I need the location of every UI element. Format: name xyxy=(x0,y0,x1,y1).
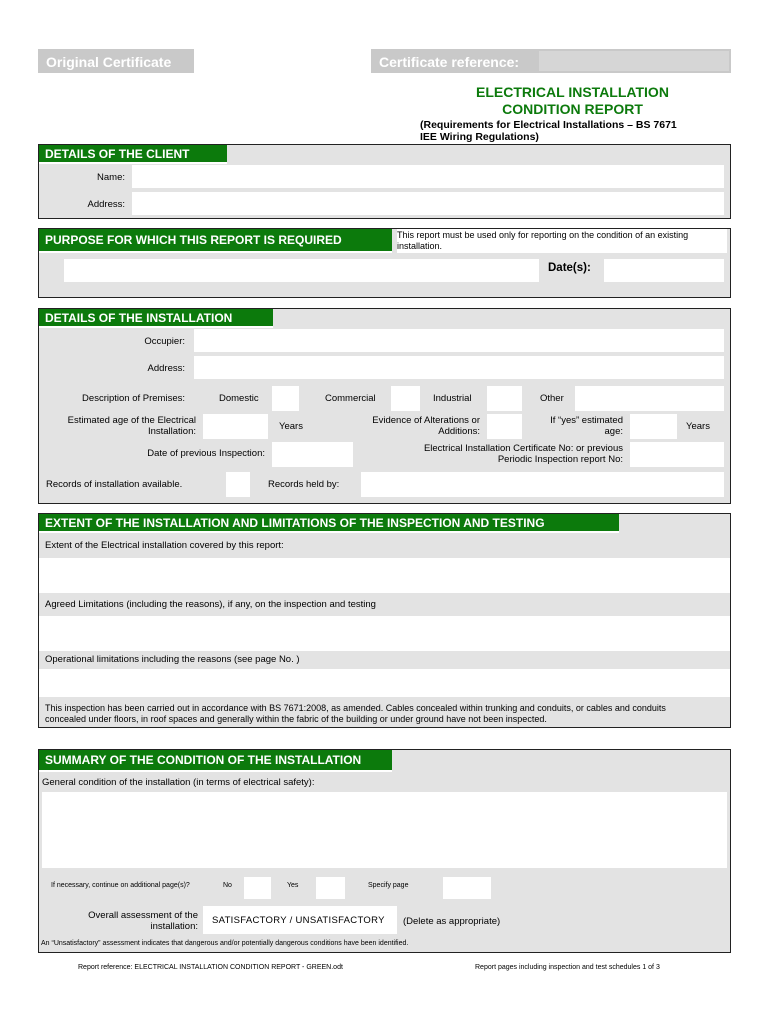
footer-page-count: Report pages including inspection and test schedules 1 of 3 xyxy=(475,964,660,971)
agreed-limitations-field[interactable] xyxy=(39,616,730,651)
installation-section xyxy=(38,308,731,504)
extent-covered-label: Extent of the Electrical installation covered by this report: xyxy=(45,540,284,551)
footer-report-reference: Report reference: ELECTRICAL INSTALLATION CONDITION REPORT - GREEN.odt xyxy=(78,964,343,971)
yes-label: Yes xyxy=(287,882,299,889)
inspection-statement: This inspection has been carried out in accordance with BS 7671:2008, as amended. Cables concealed within trunking and conduits, or cables and conduits concealed under floors, in roof spaces and generally within the fabric of the building or under ground have not been inspected. xyxy=(45,703,666,724)
certificate-number-label: Electrical Installation Certificate No: or previous Periodic Inspection report No: xyxy=(423,443,623,465)
unsatisfactory-note: An “Unsatisfactory” assessment indicates that dangerous and/or potentially dangerous conditions have been identified. xyxy=(41,940,409,947)
industrial-checkbox[interactable] xyxy=(487,386,522,411)
alteration-age-field[interactable] xyxy=(630,414,677,439)
continue-label: If necessary, continue on additional page(s)? xyxy=(51,882,190,889)
estimated-alteration-age-label: If “yes” estimated age: xyxy=(550,415,623,437)
commercial-checkbox[interactable] xyxy=(391,386,420,411)
other-label: Other xyxy=(540,393,564,404)
commercial-label: Commercial xyxy=(325,393,376,404)
purpose-note: This report must be used only for reporting on the condition of an existing installation. xyxy=(397,229,727,253)
installation-address-field[interactable] xyxy=(194,356,724,379)
records-held-field[interactable] xyxy=(361,472,724,497)
purpose-section xyxy=(38,228,731,298)
occupier-label: Occupier: xyxy=(144,336,185,347)
assessment-options: SATISFACTORY / UNSATISFACTORY xyxy=(212,915,385,926)
estimated-age-label: Estimated age of the Electrical Installation: xyxy=(67,415,196,437)
extent-covered-field[interactable] xyxy=(39,558,730,593)
records-held-label: Records held by: xyxy=(268,479,340,490)
original-certificate-field[interactable] xyxy=(194,49,371,73)
summary-header: SUMMARY OF THE CONDITION OF THE INSTALLATION xyxy=(39,750,392,770)
estimated-age-field[interactable] xyxy=(203,414,268,439)
alterations-label: Evidence of Alterations or Additions: xyxy=(372,415,480,437)
industrial-label: Industrial xyxy=(433,393,472,404)
domestic-label: Domestic xyxy=(219,393,259,404)
other-field[interactable] xyxy=(575,386,724,411)
client-address-field[interactable] xyxy=(132,192,724,215)
operational-limitations-field[interactable] xyxy=(39,669,730,697)
report-title: ELECTRICAL INSTALLATION CONDITION REPORT xyxy=(476,84,669,117)
report-subtitle: (Requirements for Electrical Installations – BS 7671 IEE Wiring Regulations) xyxy=(420,119,677,143)
purpose-field[interactable] xyxy=(64,259,539,282)
years-label-1: Years xyxy=(279,421,303,432)
no-label: No xyxy=(223,882,232,889)
certificate-number-field[interactable] xyxy=(630,442,724,467)
premises-label: Description of Premises: xyxy=(82,393,185,404)
years-label-2: Years xyxy=(686,421,710,432)
delete-note: (Delete as appropriate) xyxy=(403,916,501,927)
alterations-field[interactable] xyxy=(487,414,522,439)
extent-section xyxy=(38,513,731,728)
certificate-reference-field[interactable] xyxy=(539,51,729,71)
general-condition-field[interactable] xyxy=(42,792,727,868)
dates-label: Date(s): xyxy=(548,262,591,274)
previous-inspection-field[interactable] xyxy=(272,442,353,467)
continue-yes-checkbox[interactable] xyxy=(316,877,345,899)
general-condition-label: General condition of the installation (in terms of electrical safety): xyxy=(42,777,315,788)
dates-field[interactable] xyxy=(604,259,724,282)
summary-section xyxy=(38,749,731,953)
records-available-label: Records of installation available. xyxy=(46,479,183,490)
assessment-field[interactable] xyxy=(203,906,397,934)
client-header: DETAILS OF THE CLIENT xyxy=(39,145,227,162)
agreed-limitations-label: Agreed Limitations (including the reasons), if any, on the inspection and testing xyxy=(45,599,376,610)
occupier-field[interactable] xyxy=(194,329,724,352)
specify-page-label: Specify page xyxy=(368,882,409,889)
continue-no-checkbox[interactable] xyxy=(244,877,271,899)
operational-limitations-label: Operational limitations including the reasons (see page No. ) xyxy=(45,654,300,665)
certificate-reference-label: Certificate reference: xyxy=(371,49,731,73)
installation-address-label: Address: xyxy=(147,363,185,374)
records-available-checkbox[interactable] xyxy=(226,472,250,497)
client-name-field[interactable] xyxy=(132,165,724,188)
client-name-label: Name: xyxy=(97,172,125,183)
overall-assessment-label: Overall assessment of the installation: xyxy=(88,910,198,932)
specify-page-field[interactable] xyxy=(443,877,491,899)
previous-inspection-label: Date of previous Inspection: xyxy=(147,448,265,459)
original-certificate-label: Original Certificate xyxy=(38,49,194,73)
extent-header: EXTENT OF THE INSTALLATION AND LIMITATIONS OF THE INSPECTION AND TESTING xyxy=(39,514,619,531)
client-address-label: Address: xyxy=(87,199,125,210)
domestic-checkbox[interactable] xyxy=(272,386,299,411)
client-section xyxy=(38,144,731,219)
installation-header: DETAILS OF THE INSTALLATION xyxy=(39,309,273,326)
purpose-header: PURPOSE FOR WHICH THIS REPORT IS REQUIRED xyxy=(39,229,392,251)
